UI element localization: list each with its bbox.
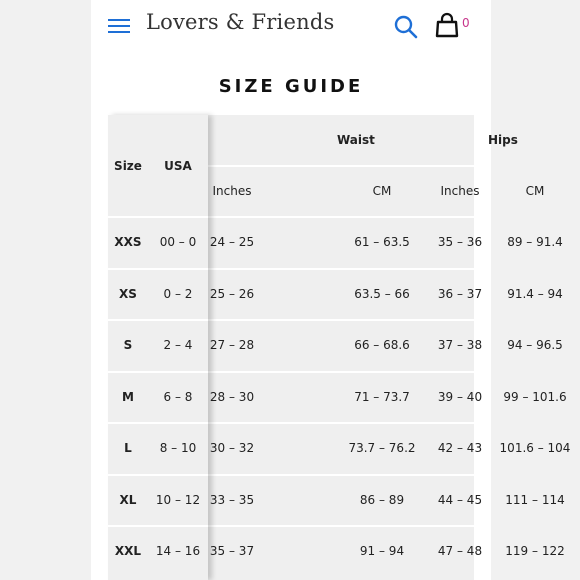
size-guide-table: [108, 115, 571, 580]
usa-cell: 14 – 16: [155, 544, 201, 558]
size-cell: XXS: [114, 235, 142, 249]
shopping-bag-icon[interactable]: [435, 12, 459, 38]
hips-inches-cell: 36 – 37: [437, 287, 483, 301]
cart-count-badge: 0: [462, 16, 470, 30]
header-hips: Hips: [488, 133, 518, 147]
waist-cm-cell: 71 – 73.7: [354, 390, 410, 404]
size-cell: XS: [119, 287, 137, 301]
hips-cm-cell: 111 – 114: [505, 493, 565, 507]
waist-cm-cell: 61 – 63.5: [354, 235, 410, 249]
size-cell: M: [122, 390, 134, 404]
header-waist: Waist: [337, 133, 375, 147]
hips-cm-cell: 101.6 – 104: [499, 441, 571, 455]
waist-cm-cell: 66 – 68.6: [354, 338, 410, 352]
subheader-waist-cm: CM: [372, 184, 392, 198]
hips-cm-cell: 119 – 122: [505, 544, 565, 558]
subheader-hips-cm: CM: [525, 184, 545, 198]
size-table-fixed-columns: [108, 115, 208, 580]
usa-cell: 6 – 8: [163, 390, 193, 404]
page: [91, 0, 571, 580]
waist-inches-cell: 33 – 35: [209, 493, 255, 507]
waist-inches-cell: 35 – 37: [209, 544, 255, 558]
waist-inches-cell: 27 – 28: [209, 338, 255, 352]
hips-inches-cell: 47 – 48: [437, 544, 483, 558]
header-size: Size: [114, 158, 142, 173]
hips-cm-cell: 94 – 96.5: [507, 338, 563, 352]
usa-cell: 00 – 0: [159, 235, 197, 249]
waist-inches-cell: 24 – 25: [209, 235, 255, 249]
subheader-hips-inches: Inches: [440, 184, 480, 198]
waist-inches-cell: 28 – 30: [209, 390, 255, 404]
brand-logo[interactable]: Lovers & Friends: [146, 10, 335, 34]
search-icon[interactable]: [393, 14, 419, 40]
size-cell: S: [123, 338, 133, 352]
waist-inches-cell: 30 – 32: [209, 441, 255, 455]
hips-cm-cell: 91.4 – 94: [507, 287, 563, 301]
size-cell: L: [124, 441, 132, 455]
page-title: SIZE GUIDE: [218, 76, 364, 97]
hips-inches-cell: 39 – 40: [437, 390, 483, 404]
hips-inches-cell: 44 – 45: [437, 493, 483, 507]
size-table-scroll-area[interactable]: [208, 115, 571, 580]
subheader-waist-inches: Inches: [212, 184, 252, 198]
usa-cell: 2 – 4: [163, 338, 193, 352]
size-cell: XXL: [114, 544, 142, 558]
usa-cell: 0 – 2: [163, 287, 193, 301]
hips-inches-cell: 37 – 38: [437, 338, 483, 352]
hips-inches-cell: 35 – 36: [437, 235, 483, 249]
hips-cm-cell: 99 – 101.6: [503, 390, 567, 404]
waist-cm-cell: 73.7 – 76.2: [348, 441, 416, 455]
waist-cm-cell: 91 – 94: [359, 544, 405, 558]
hamburger-menu-icon[interactable]: [108, 17, 130, 35]
usa-cell: 8 – 10: [159, 441, 197, 455]
waist-inches-cell: 25 – 26: [209, 287, 255, 301]
header-usa: USA: [164, 158, 192, 173]
usa-cell: 10 – 12: [155, 493, 201, 507]
waist-cm-cell: 86 – 89: [359, 493, 405, 507]
hips-cm-cell: 89 – 91.4: [507, 235, 563, 249]
size-cell: XL: [119, 493, 137, 507]
waist-cm-cell: 63.5 – 66: [354, 287, 410, 301]
hips-inches-cell: 42 – 43: [437, 441, 483, 455]
